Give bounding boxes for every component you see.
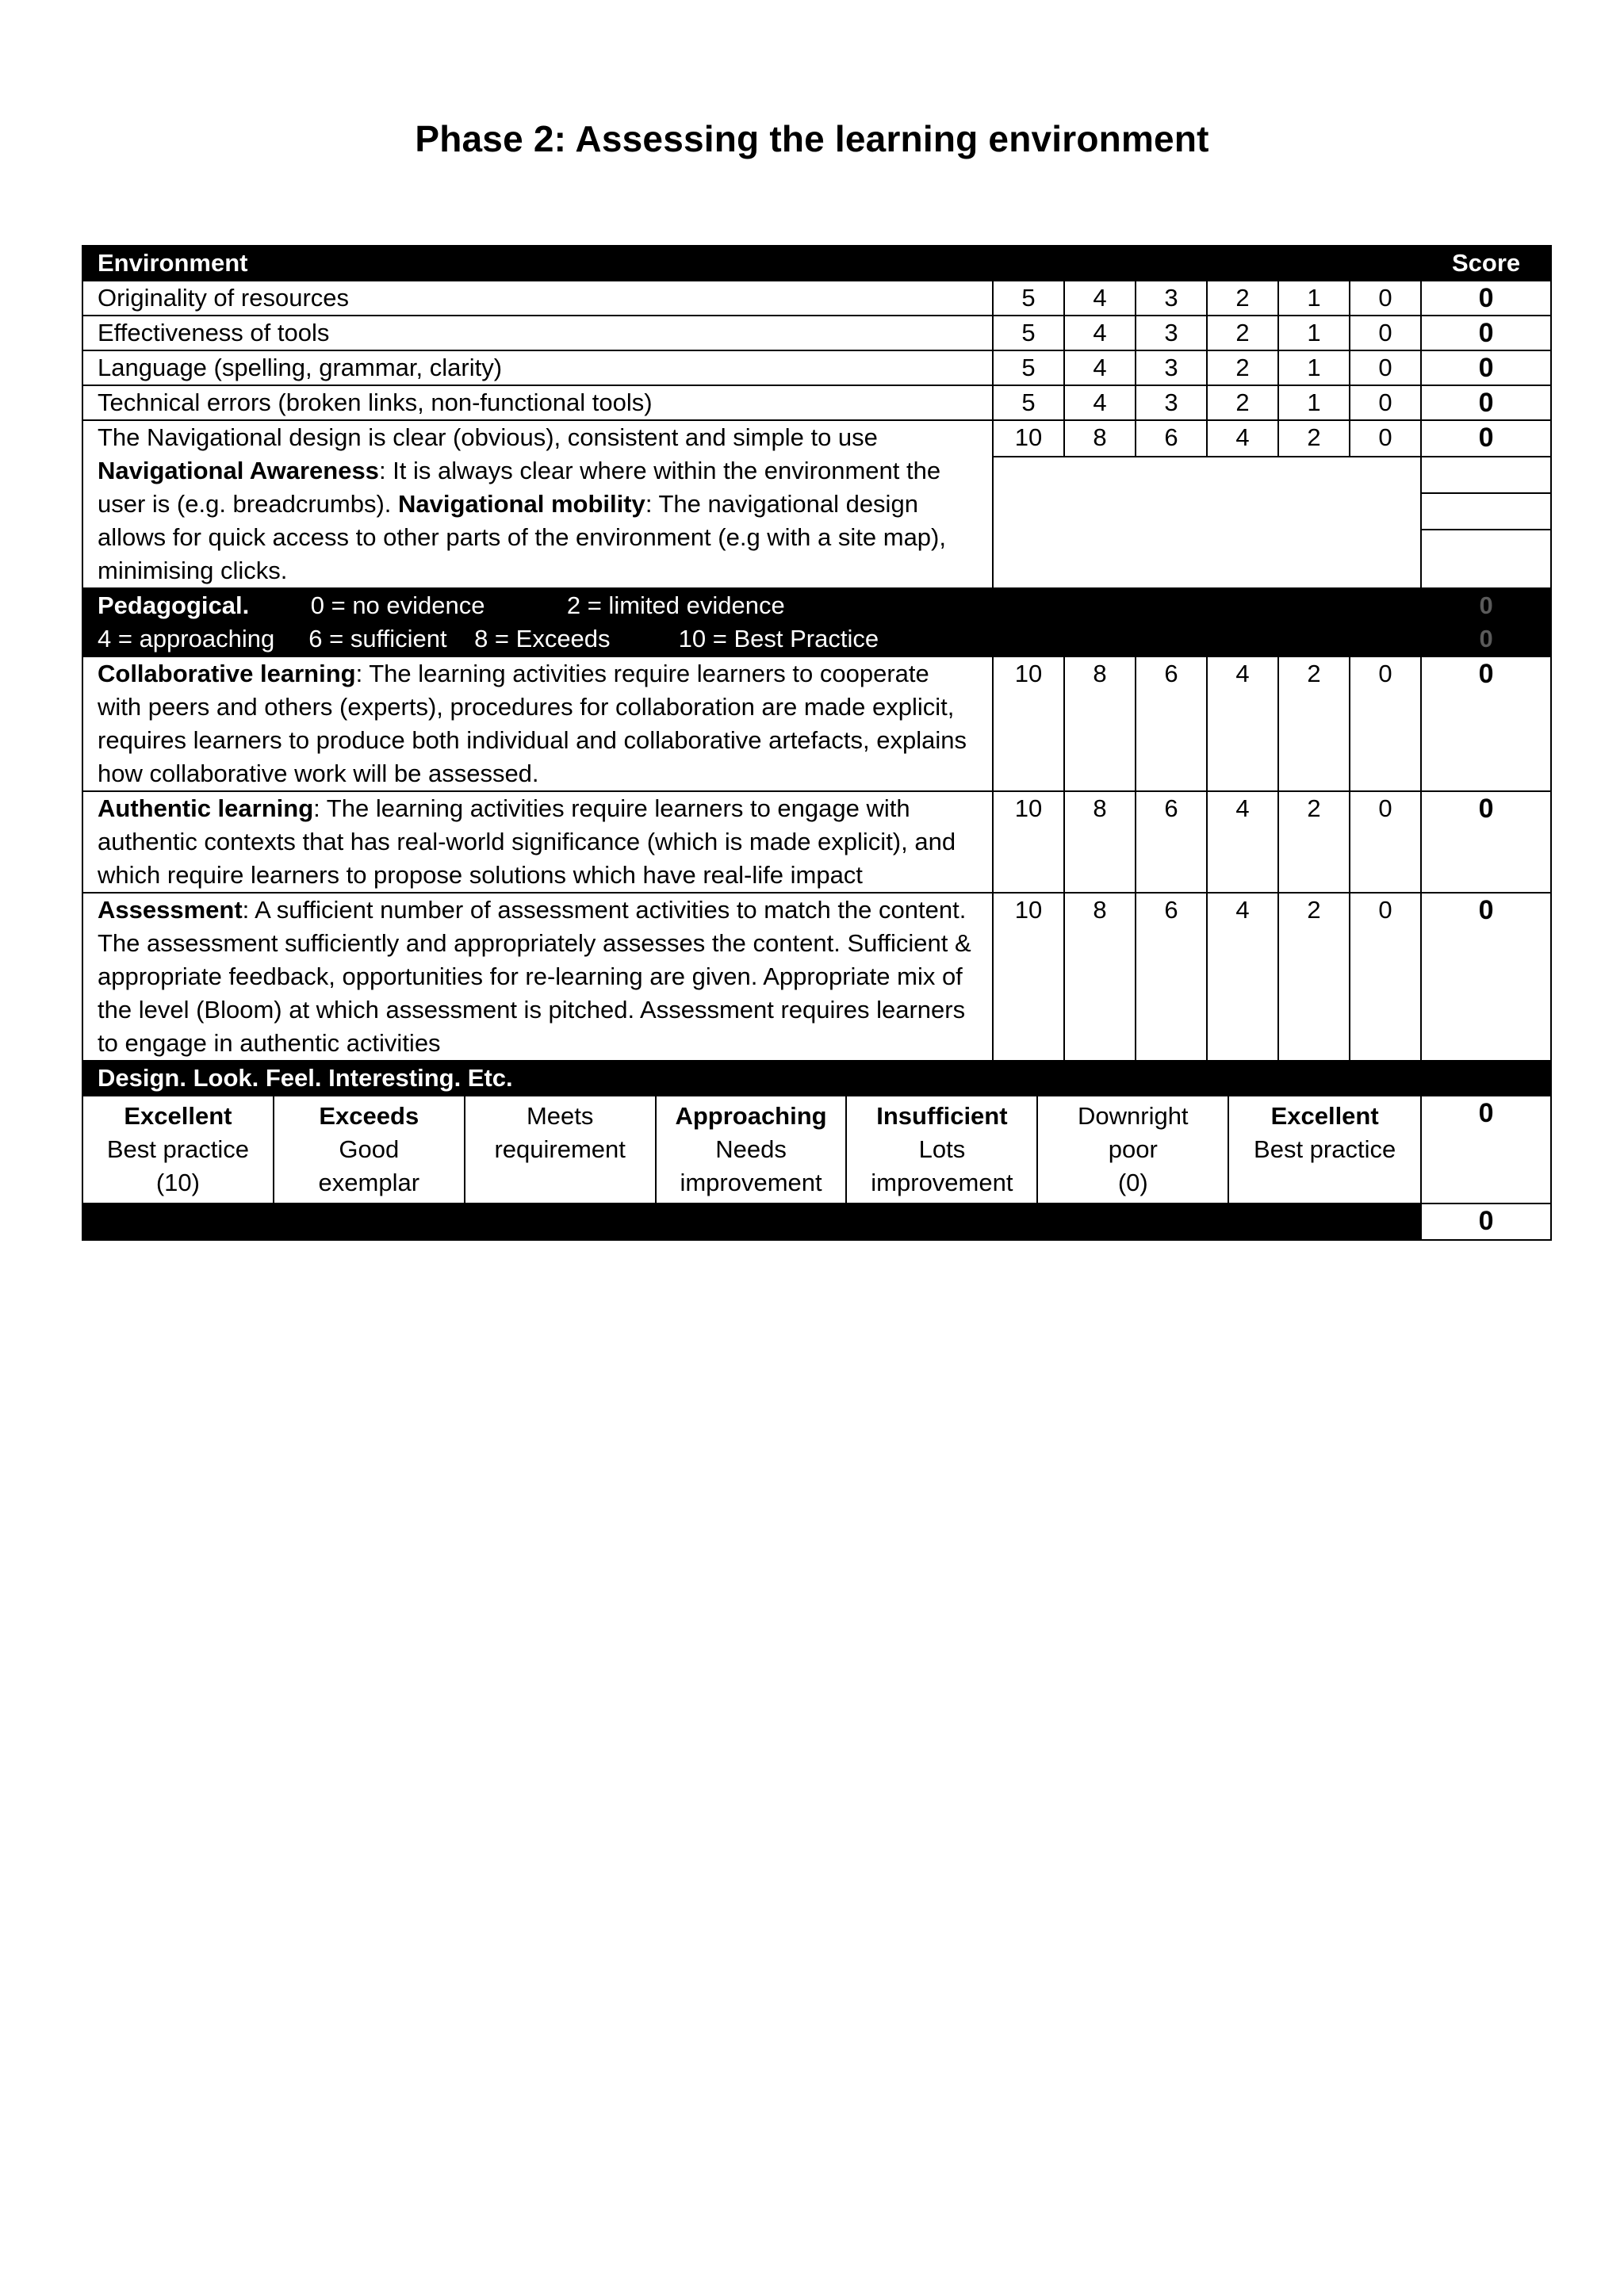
design-levels bbox=[82, 1096, 1421, 1203]
rating-option[interactable]: 8 bbox=[1064, 656, 1136, 791]
level-desc: exemplar bbox=[318, 1169, 420, 1196]
rating-option[interactable]: 8 bbox=[1064, 420, 1136, 457]
navigation-criterion bbox=[82, 420, 993, 588]
pedagogical-row bbox=[82, 791, 1551, 893]
score-heading: Score bbox=[1421, 246, 1551, 281]
rating-option[interactable]: 3 bbox=[1136, 385, 1207, 420]
pedagogical-criterion bbox=[82, 893, 993, 1061]
row-score: 0 bbox=[1421, 316, 1551, 350]
pedagogical-row bbox=[82, 893, 1551, 1061]
rating-option[interactable]: 2 bbox=[1278, 791, 1350, 893]
blank-score-cell bbox=[1422, 457, 1550, 494]
criterion-title: Collaborative learning bbox=[98, 660, 356, 687]
design-level-approaching[interactable] bbox=[657, 1096, 848, 1203]
criterion-title: Assessment bbox=[98, 896, 243, 924]
navigational-mobility-text: : The navigational design allows for quick access to other parts of the environment (e.g with a site map), minimising clicks. bbox=[98, 490, 946, 584]
level-desc: Good bbox=[339, 1135, 400, 1163]
rating-option[interactable]: 2 bbox=[1207, 281, 1278, 316]
level-desc: improvement bbox=[680, 1169, 822, 1196]
row-score: 0 bbox=[1421, 281, 1551, 316]
rating-option[interactable]: 2 bbox=[1207, 350, 1278, 385]
rating-option[interactable]: 4 bbox=[1207, 420, 1278, 457]
criterion-label: Language (spelling, grammar, clarity) bbox=[82, 350, 993, 385]
rating-option[interactable]: 3 bbox=[1136, 316, 1207, 350]
level-desc: Lots bbox=[918, 1135, 966, 1163]
design-level-downright-poor[interactable] bbox=[1038, 1096, 1229, 1203]
design-level-excellent-2[interactable] bbox=[1229, 1096, 1420, 1203]
level-title: Meets bbox=[526, 1102, 594, 1130]
navigation-row bbox=[82, 420, 1551, 457]
rating-option[interactable]: 1 bbox=[1278, 281, 1350, 316]
criterion-description: : The learning activities require learners to cooperate with peers and others (experts), procedures for collaboration are made explicit, requires learners to produce both individual and collaborative artefacts, explains how collaborative work will be assessed. bbox=[98, 660, 967, 787]
design-level-insufficient[interactable] bbox=[847, 1096, 1038, 1203]
level-desc: Best practice bbox=[106, 1135, 250, 1163]
level-title: Downright bbox=[1077, 1102, 1189, 1130]
navigation-line1: The Navigational design is clear (obvious), consistent and simple to use bbox=[98, 423, 878, 451]
row-score: 0 bbox=[1421, 656, 1551, 791]
rating-option[interactable]: 2 bbox=[1207, 316, 1278, 350]
rating-option[interactable]: 5 bbox=[993, 385, 1064, 420]
level-title: Excellent bbox=[1270, 1102, 1379, 1130]
environment-row bbox=[82, 350, 1551, 385]
environment-row bbox=[82, 281, 1551, 316]
rating-option[interactable]: 8 bbox=[1064, 791, 1136, 893]
rating-option[interactable]: 2 bbox=[1278, 656, 1350, 791]
level-title: Insufficient bbox=[876, 1102, 1008, 1130]
assessment-form bbox=[82, 245, 1552, 1241]
rating-option[interactable]: 4 bbox=[1207, 893, 1278, 1061]
rating-option[interactable]: 0 bbox=[1350, 420, 1421, 457]
criterion-label: Effectiveness of tools bbox=[82, 316, 993, 350]
level-title: Exceeds bbox=[319, 1102, 419, 1130]
navigational-awareness-label: Navigational Awareness bbox=[98, 457, 379, 484]
rating-option[interactable]: 6 bbox=[1136, 420, 1207, 457]
total-row bbox=[82, 1203, 1551, 1240]
page-title: Phase 2: Assessing the learning environment bbox=[415, 118, 1209, 159]
blank-score-stack bbox=[1421, 457, 1551, 588]
pedagogical-legend-line1: 0 = no evidence 2 = limited evidence bbox=[310, 591, 785, 619]
pedagogical-criterion bbox=[82, 791, 993, 893]
rating-option[interactable]: 10 bbox=[993, 656, 1064, 791]
pedagogical-scores bbox=[1421, 588, 1551, 656]
rating-option[interactable]: 10 bbox=[993, 893, 1064, 1061]
pedagogical-score: 0 bbox=[1479, 625, 1493, 652]
rating-option[interactable]: 3 bbox=[1136, 350, 1207, 385]
pedagogical-header-row bbox=[82, 588, 1551, 656]
design-level-excellent[interactable] bbox=[83, 1096, 274, 1203]
rating-option[interactable]: 0 bbox=[1350, 893, 1421, 1061]
criterion-label: Originality of resources bbox=[82, 281, 993, 316]
level-title: Excellent bbox=[124, 1102, 232, 1130]
rating-option[interactable]: 0 bbox=[1350, 316, 1421, 350]
criterion-title: Authentic learning bbox=[98, 794, 314, 822]
rating-option[interactable]: 3 bbox=[1136, 281, 1207, 316]
rating-option[interactable]: 4 bbox=[1207, 791, 1278, 893]
rating-option[interactable]: 0 bbox=[1350, 350, 1421, 385]
rating-option[interactable]: 0 bbox=[1350, 385, 1421, 420]
rating-option[interactable]: 0 bbox=[1350, 281, 1421, 316]
level-desc: (0) bbox=[1117, 1169, 1148, 1196]
level-desc: poor bbox=[1108, 1135, 1158, 1163]
row-score: 0 bbox=[1421, 385, 1551, 420]
total-score: 0 bbox=[1421, 1203, 1551, 1240]
level-desc: (10) bbox=[155, 1169, 200, 1196]
rating-option[interactable]: 8 bbox=[1064, 893, 1136, 1061]
design-row bbox=[82, 1096, 1551, 1203]
rating-option[interactable]: 6 bbox=[1136, 893, 1207, 1061]
row-score: 0 bbox=[1421, 350, 1551, 385]
blank-score-cell bbox=[1422, 494, 1550, 530]
navigational-awareness-text: : It is always clear where within the environment the user is (e.g. breadcrumbs). bbox=[98, 457, 941, 518]
rating-option[interactable]: 5 bbox=[993, 316, 1064, 350]
criterion-description: : A sufficient number of assessment activities to match the content. The assessment sufficiently and appropriately assesses the content. Sufficient & appropriate feedback, opportunities for re-learning are given. Appropriate mix of the level (Bloom) at which assessment is pitched. Assessment requires learners to engage in authentic activities bbox=[98, 896, 971, 1057]
rating-option[interactable]: 4 bbox=[1064, 316, 1136, 350]
rating-option[interactable]: 10 bbox=[993, 791, 1064, 893]
rating-option[interactable]: 4 bbox=[1064, 385, 1136, 420]
rating-option[interactable]: 6 bbox=[1136, 656, 1207, 791]
pedagogical-label: Pedagogical. bbox=[98, 591, 250, 619]
level-title: Approaching bbox=[675, 1102, 827, 1130]
row-score: 0 bbox=[1421, 791, 1551, 893]
rating-option[interactable]: 6 bbox=[1136, 791, 1207, 893]
navigational-mobility-label: Navigational mobility bbox=[398, 490, 645, 518]
row-score: 0 bbox=[1421, 1096, 1551, 1203]
row-score: 0 bbox=[1421, 893, 1551, 1061]
pedagogical-legend-line2: 4 = approaching 6 = sufficient 8 = Exceeds 10 = Best Practice bbox=[98, 625, 879, 652]
rating-option[interactable]: 2 bbox=[1278, 893, 1350, 1061]
level-desc: Needs bbox=[715, 1135, 787, 1163]
design-heading: Design. Look. Feel. Interesting. Etc. bbox=[82, 1061, 1551, 1096]
design-level-meets[interactable] bbox=[465, 1096, 657, 1203]
rating-option[interactable]: 4 bbox=[1064, 350, 1136, 385]
design-header-row bbox=[82, 1061, 1551, 1096]
rating-option[interactable]: 1 bbox=[1278, 350, 1350, 385]
blank-score-cell bbox=[1422, 530, 1550, 583]
rating-option[interactable]: 4 bbox=[1207, 656, 1278, 791]
criterion-description: : The learning activities require learners to engage with authentic contexts that has real-world significance (which is made explicit), and which require learners to propose solutions which have real-life impact bbox=[98, 794, 956, 889]
rating-option[interactable]: 1 bbox=[1278, 385, 1350, 420]
blank-rating-area bbox=[993, 457, 1421, 588]
rating-option[interactable]: 0 bbox=[1350, 656, 1421, 791]
level-desc: Best practice bbox=[1254, 1135, 1396, 1163]
rating-option[interactable]: 0 bbox=[1350, 791, 1421, 893]
pedagogical-row bbox=[82, 656, 1551, 791]
pedagogical-legend bbox=[82, 588, 1421, 656]
level-desc: improvement bbox=[871, 1169, 1013, 1196]
pedagogical-criterion bbox=[82, 656, 993, 791]
criterion-label: Technical errors (broken links, non-functional tools) bbox=[82, 385, 993, 420]
environment-row bbox=[82, 316, 1551, 350]
rating-option[interactable]: 10 bbox=[993, 420, 1064, 457]
level-desc: requirement bbox=[494, 1135, 626, 1163]
rating-option[interactable]: 5 bbox=[993, 350, 1064, 385]
rating-option[interactable]: 5 bbox=[993, 281, 1064, 316]
rating-option[interactable]: 2 bbox=[1278, 420, 1350, 457]
environment-row bbox=[82, 385, 1551, 420]
design-level-exceeds[interactable] bbox=[274, 1096, 465, 1203]
environment-header-row bbox=[82, 246, 1551, 281]
row-score: 0 bbox=[1421, 420, 1551, 457]
total-bar bbox=[82, 1203, 1421, 1240]
environment-heading: Environment bbox=[82, 246, 1421, 281]
rating-option[interactable]: 2 bbox=[1207, 385, 1278, 420]
rating-option[interactable]: 4 bbox=[1064, 281, 1136, 316]
rating-option[interactable]: 1 bbox=[1278, 316, 1350, 350]
pedagogical-score: 0 bbox=[1479, 591, 1493, 619]
